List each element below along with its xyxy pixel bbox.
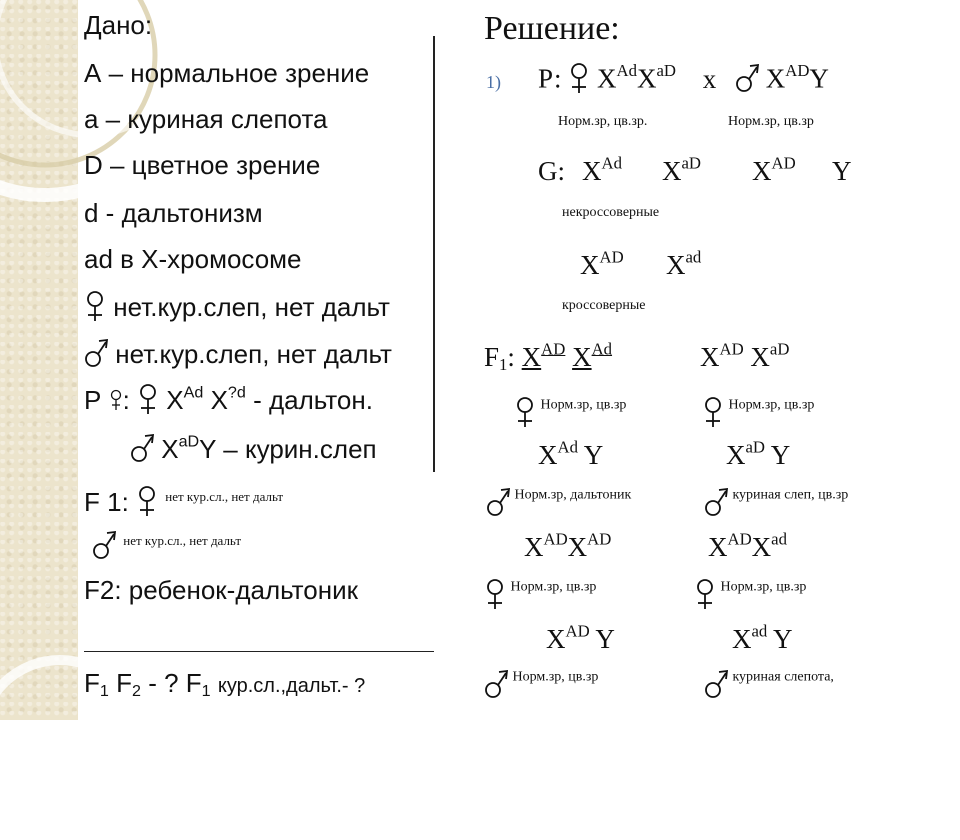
column-divider (433, 36, 435, 472)
q-f: F (116, 668, 132, 698)
genotype-x: Х (597, 63, 617, 94)
allele-sup: Аd (616, 61, 637, 80)
gamete-3 (752, 153, 796, 187)
parents-row (538, 62, 829, 101)
genotype-x: Х (666, 250, 686, 280)
allele-sup: аD (745, 437, 766, 457)
genotype-x: Х (161, 433, 179, 464)
allele-sup: АD (565, 621, 590, 641)
f1-sub: 1 (499, 355, 508, 375)
allele-sup: АD (599, 247, 624, 267)
allele-sup: АD (727, 529, 752, 549)
offspring-4-pheno-row (704, 486, 848, 523)
genotype-x: Х (732, 624, 752, 654)
given-female-text: нет.кур.слеп, нет дальт (113, 291, 390, 322)
genotype-x: Х (765, 63, 786, 94)
offspring-8-genotype (732, 621, 793, 655)
female-symbol-icon (137, 383, 159, 421)
male-symbol-icon (704, 668, 728, 705)
gamete-cross-1 (580, 247, 624, 281)
step-number: 1) (486, 72, 501, 92)
allele-sup: АD (719, 339, 744, 359)
offspring-6-pheno-row (694, 578, 806, 615)
gamete-4 (832, 156, 852, 187)
male-symbol-icon (130, 432, 154, 470)
female-symbol-icon (136, 485, 158, 523)
offspring-3-pheno: Норм.зр, дальтоник (514, 487, 632, 503)
f1-male-note: нет кур.сл., нет дальт (123, 533, 242, 548)
genotype-x: Х (210, 384, 228, 415)
allele-sup: аd (771, 529, 787, 549)
gamete-cross-2 (666, 247, 702, 281)
p-female-pheno: Норм.зр, цв.зр. (558, 114, 648, 129)
allele-sup: аd (685, 247, 702, 267)
male-symbol-icon (704, 486, 728, 523)
allele-sup: АD (587, 529, 612, 549)
genotype-x: Х (700, 342, 720, 372)
offspring-5-pheno-row (484, 578, 596, 615)
genotype-x: Х (546, 624, 566, 654)
offspring-1-pheno-row (514, 396, 626, 433)
genotype-y: Y (595, 624, 615, 654)
genotype-y: Y (770, 440, 791, 470)
given-title: Дано: (84, 10, 153, 40)
genotype-x: Х (750, 342, 770, 372)
genotype-y: Y (583, 440, 604, 470)
female-symbol-icon (694, 578, 716, 615)
offspring-5-pheno: Норм.зр, цв.зр (510, 579, 597, 595)
female-symbol-icon (702, 396, 724, 433)
allele-sup: Аd (557, 437, 578, 457)
offspring-5-genotype (524, 529, 612, 563)
given-line-2: а – куриная слепота (84, 104, 328, 134)
genotype-x: Х (538, 440, 558, 470)
genotype-x: Х (662, 156, 682, 186)
male-symbol-icon (84, 337, 108, 375)
offspring-4-genotype (726, 437, 791, 471)
female-symbol-icon (84, 290, 106, 328)
noncross-label: некроссоверные (562, 205, 660, 220)
offspring-2-pheno: Норм.зр, цв.зр (728, 397, 815, 413)
genotype-x: Х (524, 532, 544, 562)
p-label: Р: (538, 63, 562, 94)
allele-sup: аd (751, 621, 768, 641)
allele-sup: АD (543, 529, 568, 549)
allele-sup: Аd (601, 153, 622, 173)
divider-rule (84, 651, 434, 652)
q-sub: 2 (131, 682, 141, 701)
genotype-x: Х (726, 440, 746, 470)
q-f: F (84, 668, 100, 698)
gamete-2 (662, 153, 702, 187)
offspring-4-pheno: куриная слеп, цв.зр (732, 487, 849, 503)
offspring-2-pheno-row (702, 396, 814, 433)
p-female-note: - дальтон. (253, 384, 373, 415)
genotype-x: Х (582, 156, 602, 186)
given-line-5: аd в Х-хромосоме (84, 244, 302, 274)
offspring-8-pheno-row (704, 668, 834, 705)
given-male-text: нет.кур.слеп, нет дальт (115, 338, 392, 369)
male-symbol-icon (484, 668, 508, 705)
gametes-row (538, 156, 565, 187)
male-symbol-icon (486, 486, 510, 523)
allele-sup: АD (785, 61, 810, 80)
q-tail: кур.сл.,дальт.- ? (217, 675, 366, 697)
given-f2-line: F2: ребенок-дальтоник (84, 575, 358, 605)
p-male-pheno: Норм.зр, цв.зр (728, 114, 814, 129)
cross-sign: х (702, 63, 717, 94)
offspring-6-genotype (708, 529, 787, 563)
genotype-y: Y (773, 624, 793, 654)
offspring-7-genotype (546, 621, 615, 655)
genotype-y: Y (832, 156, 852, 186)
genotype-x: Х (166, 384, 184, 415)
p-label: Р (84, 384, 102, 415)
f1-label: F 1: (84, 487, 129, 517)
decorative-side-band (0, 0, 78, 720)
allele-sup: аD (769, 339, 790, 359)
allele-sup: аD (178, 432, 200, 451)
genotype-x: Х (567, 532, 588, 562)
genotype-x: Х (751, 532, 772, 562)
given-f1-row (84, 482, 283, 523)
given-line-3: D – цветное зрение (84, 150, 321, 180)
given-female-row (84, 290, 390, 328)
genotype-x: Х (580, 250, 600, 280)
cross-label: кроссоверные (562, 298, 646, 313)
offspring-8-pheno: куриная слепота, (732, 669, 834, 685)
given-parent-female-row (84, 383, 373, 421)
offspring-7-pheno-row (484, 668, 598, 705)
male-symbol-icon (92, 529, 116, 567)
f1-colon: : (507, 342, 515, 372)
p-colon: : (122, 384, 130, 415)
offspring-6-pheno: Норм.зр, цв.зр (720, 579, 807, 595)
q-sub: 1 (201, 682, 211, 701)
given-parent-male-row (130, 432, 377, 470)
offspring-3-pheno-row (486, 486, 631, 523)
genotype-x: Х (521, 342, 542, 372)
g-label: G: (538, 156, 565, 186)
f1-female-note: нет кур.сл., нет дальт (165, 489, 284, 504)
given-line-4: d - дальтонизм (84, 198, 263, 228)
male-symbol-icon (735, 62, 759, 101)
allele-sup: АD (771, 153, 796, 173)
allele-sup: Аd (183, 383, 204, 402)
genotype-y: Y (809, 63, 829, 94)
gamete-1 (582, 153, 622, 187)
given-male-row (84, 337, 392, 375)
genotype-x: Х (752, 156, 772, 186)
given-f1-male-row (92, 526, 241, 567)
genotype-x: Х (572, 342, 592, 372)
q-sub: 1 (99, 682, 109, 701)
f1-label: F (484, 342, 500, 372)
female-symbol-icon (514, 396, 536, 433)
allele-sup: Аd (591, 339, 613, 359)
q-mid: - ? F (148, 668, 202, 698)
given-question-row (84, 668, 365, 701)
f1-row-1 (484, 339, 613, 375)
allele-sup: ?d (227, 383, 246, 402)
female-symbol-small-icon (109, 387, 123, 417)
allele-sup: аD (656, 61, 676, 80)
allele-sup: АD (541, 339, 566, 359)
p-male-note: Y – курин.слеп (199, 433, 377, 464)
solution-title: Решение: (484, 10, 620, 47)
genotype-x: Х (636, 63, 657, 94)
offspring-1-pheno: Норм.зр, цв.зр (540, 397, 627, 413)
offspring-7-pheno: Норм.зр, цв.зр (512, 669, 599, 685)
given-line-1: А – нормальное зрение (84, 58, 370, 88)
genotype-x: Х (708, 532, 728, 562)
offspring-2-genotype (700, 339, 790, 373)
female-symbol-icon (568, 62, 590, 101)
female-symbol-icon (484, 578, 506, 615)
allele-sup: аD (681, 153, 702, 173)
offspring-3-genotype (538, 437, 604, 471)
